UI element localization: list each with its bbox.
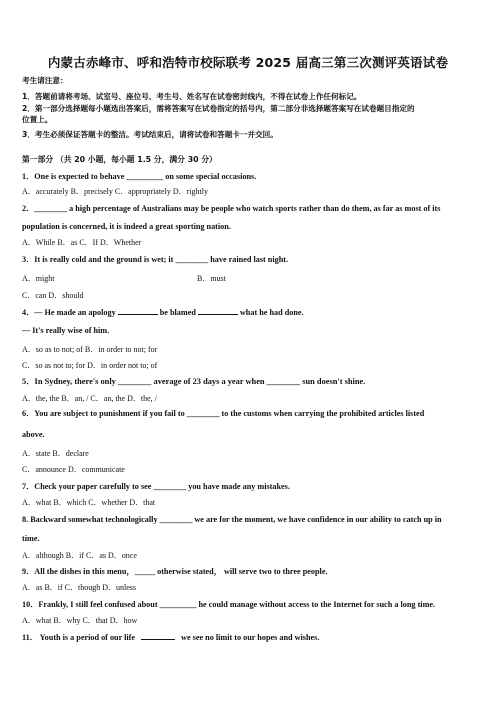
question-2-line-1: 2．________ a high percentage of Australians may be people who watch sports rather than do them, as far as most of its xyxy=(22,204,441,213)
question-4-part-a: 4．— He made an apology xyxy=(22,308,116,317)
question-3: 3．It is really cold and the ground is wet; it ________ have rained last night. xyxy=(22,255,289,264)
note-item-2: 2．第一部分选择题每小题选出答案后，需将答案写在试卷指定的括号内，第二部分非选择题答案写在试卷题目指定的 xyxy=(22,104,415,113)
answer-blank xyxy=(141,632,175,640)
note-item-2-cont: 位置上。 xyxy=(22,115,53,124)
question-8-options: A．although B．if C．as D．once xyxy=(22,551,137,560)
question-9-options: A．as B．if C．though D．unless xyxy=(22,583,136,592)
question-4-part-c: what he had done. xyxy=(239,308,304,317)
question-6-options-1: A．state B．declare xyxy=(22,449,89,458)
answer-blank xyxy=(198,307,238,315)
question-3-option-a: A．might xyxy=(22,274,55,283)
question-5: 5．In Sydney, there's only ________ average of 23 days a year when ________ sun doesn't shine. xyxy=(22,377,366,386)
question-11-part-b: we see no limit to our hopes and wishes. xyxy=(181,633,320,642)
question-3-options-cd: C．can D．should xyxy=(22,291,84,300)
question-11-part-a: 11． Youth is a period of our life xyxy=(22,633,136,642)
question-4-part-b: be blamed xyxy=(159,308,196,317)
question-10-options: A．what B．why C．that D．how xyxy=(22,616,138,625)
note-item-3: 3．考生必须保证答题卡的整洁。考试结束后，请将试卷和答题卡一并交回。 xyxy=(22,130,278,139)
question-7: 7．Check your paper carefully to see ________ you have made any mistakes. xyxy=(22,482,290,491)
question-7-options: A．what B．which C．whether D．that xyxy=(22,498,156,507)
question-11 xyxy=(22,632,319,643)
question-5-options: A．the, the B．an, / C．an, the D．the, / xyxy=(22,394,157,403)
question-9: 9．All the dishes in this menu，_____ otherwise stated， will serve two to three people. xyxy=(22,567,328,576)
question-6-options-2: C．announce D．communicate xyxy=(22,465,125,474)
notes-heading: 考生请注意： xyxy=(22,76,68,85)
question-4-options-1: A．so as to not; of B．in order to not; for xyxy=(22,345,158,354)
question-6-line-1: 6．You are subject to punishment if you fail to ________ to the customs when carrying the prohibited articles listed xyxy=(22,409,425,418)
question-3-option-b: B．must xyxy=(197,274,226,283)
question-2-options: A．While B．as C．If D．Whether xyxy=(22,238,142,247)
section-heading: 第一部分 （共 20 小题，每小题 1.5 分，满分 30 分） xyxy=(22,155,217,164)
question-4-reply: — It's really wise of him. xyxy=(22,326,110,335)
question-8-line-2: time. xyxy=(22,534,40,543)
question-2-line-2: population is concerned, it is indeed a great sporting nation. xyxy=(22,222,231,231)
answer-blank xyxy=(118,307,158,315)
question-1: 1．One is expected to behave _________ on some special occasions. xyxy=(22,172,257,181)
question-8-line-1: 8. Backward somewhat technologically ________ we are for the moment, we have confidence in our ability to catch up in xyxy=(22,515,442,524)
question-10: 10．Frankly, I still feel confused about _________ he could manage without access to the Internet for such a long time. xyxy=(22,600,436,609)
question-6-line-2: above. xyxy=(22,430,45,439)
question-1-options: A．accurately B．precisely C．appropriately D．rightly xyxy=(22,187,208,196)
page-title: 内蒙古赤峰市、呼和浩特市校际联考 2025 届高三第三次测评英语试卷 xyxy=(47,55,449,70)
question-4-options-2: C．so as not to; for D．in order not to; of xyxy=(22,361,158,370)
note-item-1: 1．答题前请将考场、试室号、座位号、考生号、姓名写在试卷密封线内，不得在试卷上作任何标记。 xyxy=(22,92,362,101)
question-4 xyxy=(22,307,304,318)
